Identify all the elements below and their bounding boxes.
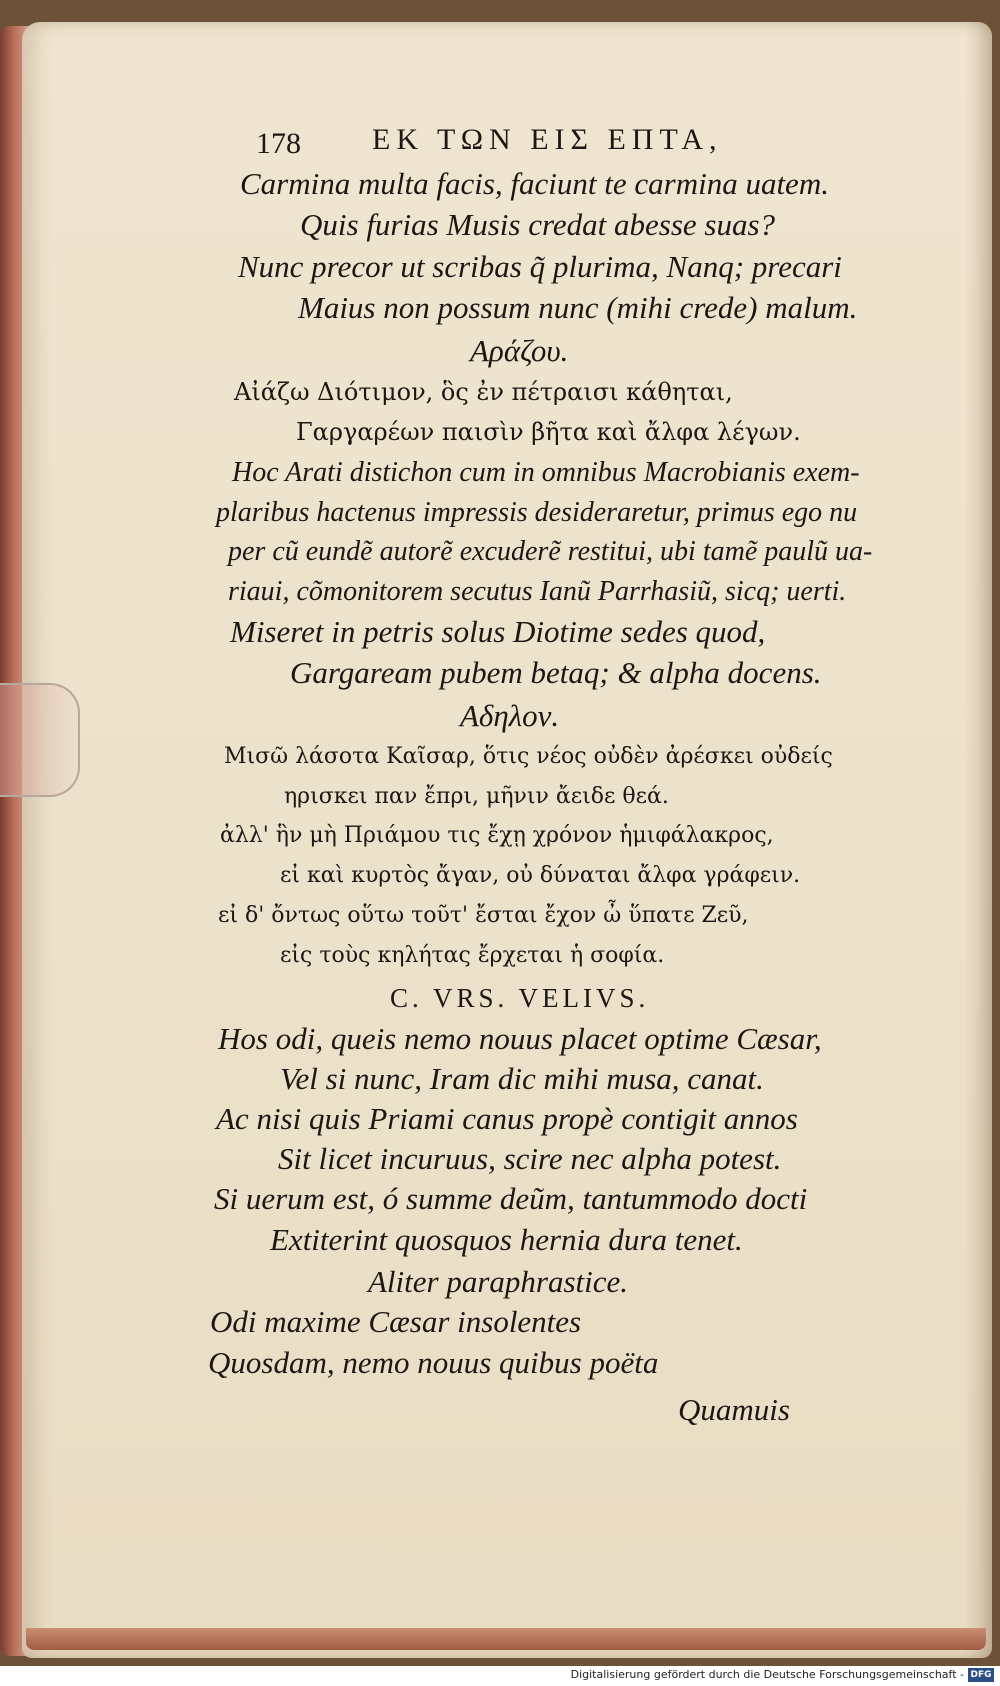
- greek-line: εἰς τοὺς κηλήτας ἔρχεται ἡ σοφία.: [280, 943, 665, 968]
- page-number: 178: [256, 127, 301, 160]
- text-line: Quis furias Musis credat abesse suas?: [300, 207, 776, 242]
- digitization-credit: Digitalisierung gefördert durch die Deutsche Forschungsgemeinschaft -: [570, 1668, 964, 1681]
- greek-line: εἰ καὶ κυρτὸς ἄγαν, οὐ δύναται ἄλφα γράφειν.: [280, 863, 801, 888]
- text-line: Maius non possum nunc (mihi crede) malum.: [298, 290, 858, 325]
- greek-line: Γαργαρέων παισὶν βῆτα καὶ ἄλφα λέγων.: [296, 418, 801, 446]
- running-title: ΕΚ ΤΩΝ ΕΙΣ ΕΠΤΑ,: [372, 123, 723, 156]
- text-line: Carmina multa facis, faciunt te carmina uatem.: [240, 166, 829, 201]
- section-heading: Αράζου.: [470, 333, 569, 368]
- greek-line: ηρισκει παν ἔπρι, μῆνιν ἄειδε θεά.: [284, 784, 669, 809]
- bookmark-clip: [0, 683, 80, 797]
- author-heading: C. VRS. VELIVS.: [390, 983, 650, 1013]
- page-bottom-edge: [26, 1628, 986, 1650]
- text-line: per cũ eundẽ autorẽ excuderẽ restitui, ubi tamẽ paulũ ua-: [228, 536, 873, 567]
- text-line: Extiterint quosquos hernia dura tenet.: [270, 1222, 743, 1257]
- text-line: Odi maxime Cæsar insolentes: [210, 1304, 582, 1339]
- greek-line: Μισῶ λάσοτα Καῖσαρ, ὅτις νέος οὐδὲν ἀρέσκει οὐδείς: [224, 744, 833, 769]
- text-line: Quosdam, nemo nouus quibus poëta: [208, 1345, 659, 1380]
- text-line: plaribus hactenus impressis desideraretur, primus ego nu: [216, 497, 858, 528]
- catchword: Quamuis: [678, 1392, 790, 1427]
- page-shadow-edge: [964, 22, 992, 1658]
- text-line: Hoc Arati distichon cum in omnibus Macrobianis exem-: [232, 457, 860, 488]
- section-heading: Aliter paraphrastice.: [368, 1264, 629, 1299]
- text-line: Sit licet incuruus, scire nec alpha potest.: [278, 1141, 782, 1176]
- text-line: Si uerum est, ó summe deũm, tantummodo docti: [214, 1181, 808, 1216]
- text-line: Ac nisi quis Priami canus propè contigit annos: [216, 1101, 798, 1136]
- text-line: Hos odi, queis nemo nouus placet optime Cæsar,: [218, 1021, 822, 1056]
- text-line: Gargaream pubem betaq; & alpha docens.: [290, 655, 822, 690]
- greek-line: ἀλλ' ἣν μὴ Πριάμου τις ἔχῃ χρόνον ἡμιφάλακρος,: [220, 823, 774, 848]
- text-line: Nunc precor ut scribas q̃ plurima, Nanq; precari: [238, 249, 842, 284]
- greek-line: Αἰάζω Διότιμον, ὃς ἐν πέτραισι κάθηται,: [234, 378, 733, 406]
- text-line: riaui, cõmonitorem secutus Ianũ Parrhasiũ, sicq; uerti.: [228, 576, 847, 607]
- greek-line: εἰ δ' ὄντως οὕτω τοῦτ' ἔσται ἔχον ὦ ὕπατε Ζεῦ,: [218, 903, 749, 928]
- section-heading: Αδηλον.: [460, 698, 560, 733]
- dfg-logo-icon: DFG: [968, 1668, 994, 1682]
- text-line: Vel si nunc, Iram dic mihi musa, canat.: [280, 1061, 764, 1096]
- text-line: Miseret in petris solus Diotime sedes quod,: [230, 614, 766, 649]
